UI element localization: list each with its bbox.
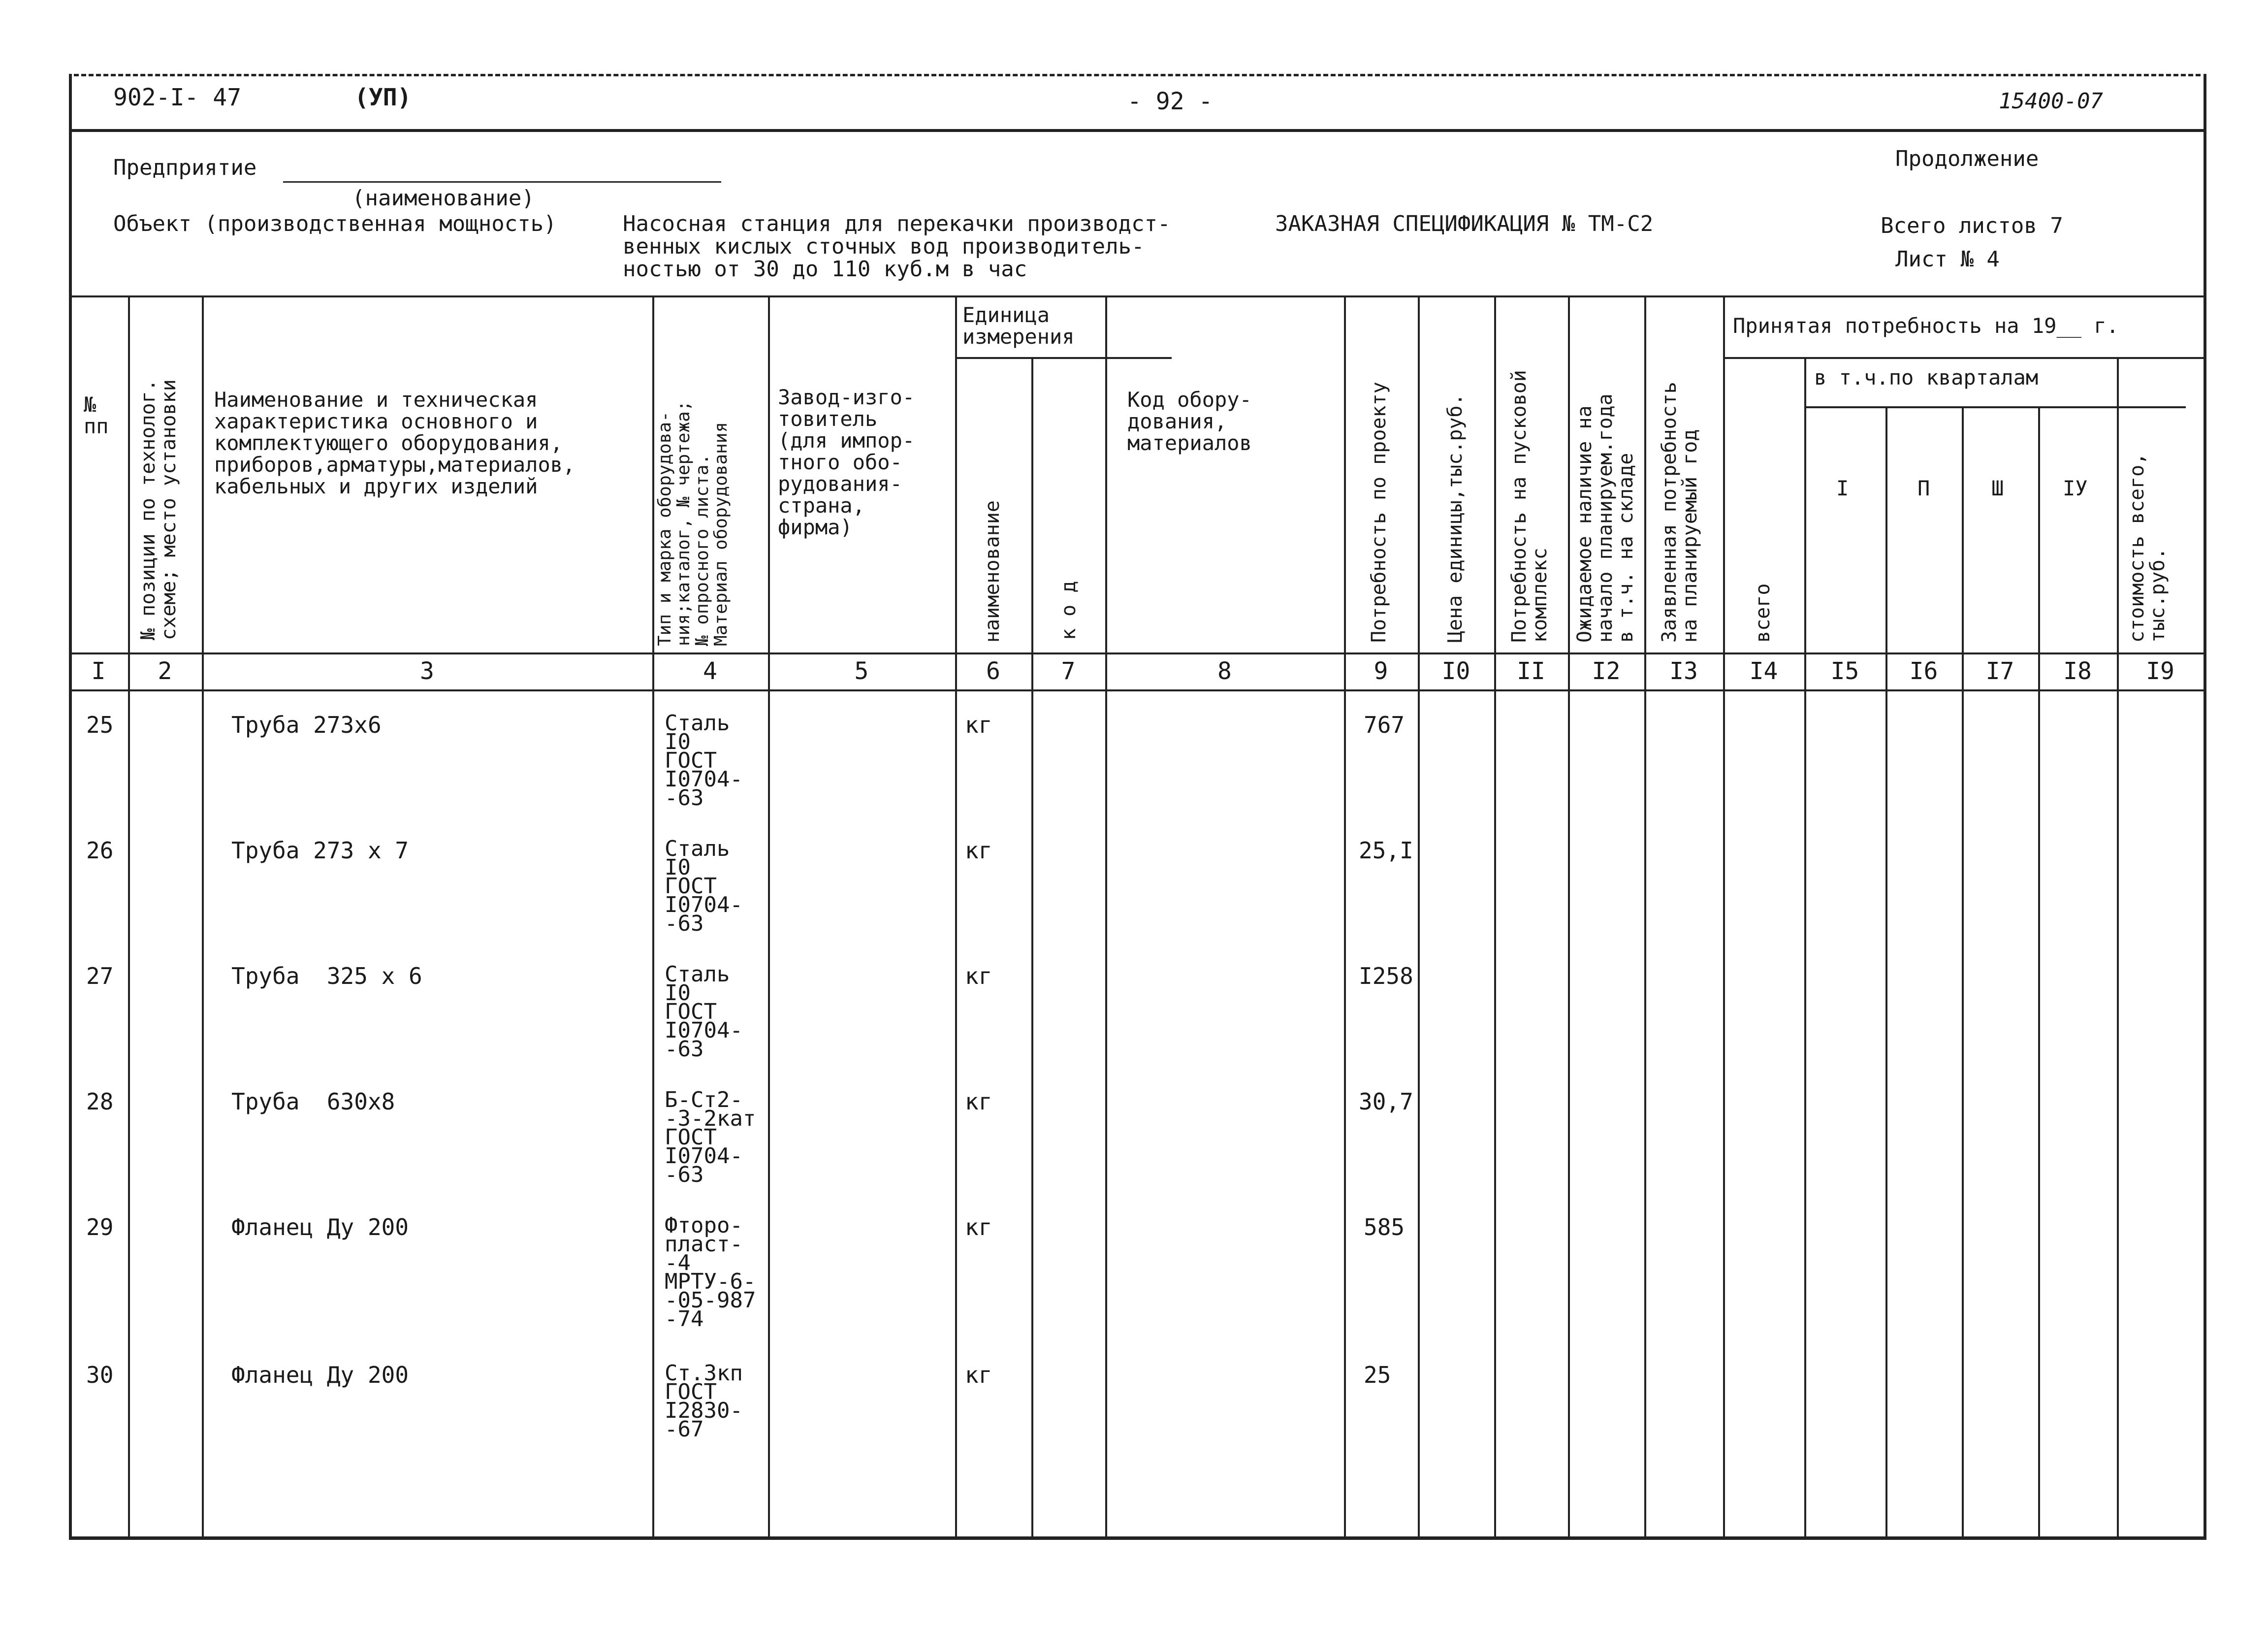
header-c11: Потребность на пусковой комплекс xyxy=(1508,370,1551,643)
colnum-bottom-line xyxy=(69,689,2204,691)
unit-group-line xyxy=(955,357,1172,359)
header-unit-group: Единица измерения xyxy=(962,303,1075,349)
item-type: Сталь I0 ГОСТ I0704- -63 xyxy=(665,711,743,811)
item-qty: 30,7 xyxy=(1359,1088,1413,1115)
doc-series: 902-I- 47 xyxy=(113,84,242,111)
item-type: Фторо- пласт- -4 МРТУ-6- -05-987 -74 xyxy=(665,1213,756,1332)
col-line xyxy=(1804,357,1806,1536)
item-unit: кг xyxy=(965,1362,992,1388)
doc-number: 15400-07 xyxy=(1999,89,2103,114)
header-quarters-group: в т.ч.по кварталам xyxy=(1814,365,2039,390)
col-line xyxy=(2117,357,2119,1536)
header-c4: Тип и марка оборудова- ния;каталог, № чертежа; № опросного листа. Материал оборудования xyxy=(655,400,731,646)
total-sheets: Всего листов 7 xyxy=(1881,213,2063,238)
col-line xyxy=(1962,406,1964,1536)
object-value: Насосная станция для перекачки производст- венных кислых сточных вод производитель- ностью от 30 до 110 куб.м в час xyxy=(623,211,1171,282)
header-c1: № пп xyxy=(84,392,109,438)
col-line xyxy=(955,295,957,1536)
row-number: 25 xyxy=(86,712,114,738)
quarters-group-line xyxy=(1804,406,2186,408)
item-name: Фланец Ду 200 xyxy=(231,1362,409,1388)
item-qty: 585 xyxy=(1364,1214,1405,1240)
item-unit: кг xyxy=(965,1088,992,1115)
item-type: Сталь I0 ГОСТ I0704- -63 xyxy=(665,962,743,1062)
header-c13: Заявленная потребность на планируемый год xyxy=(1658,382,1701,643)
colnum-3: 3 xyxy=(420,657,434,685)
item-type: Ст.3кп ГОСТ I2830- -67 xyxy=(665,1361,743,1442)
row-number: 29 xyxy=(86,1214,114,1240)
sheet-number: Лист № 4 xyxy=(1895,247,2000,272)
item-unit: кг xyxy=(965,712,992,738)
item-name: Фланец Ду 200 xyxy=(231,1214,409,1240)
header-c14: всего xyxy=(1752,583,1774,643)
spec-title: ЗАКАЗНАЯ СПЕЦИФИКАЦИЯ № ТМ-С2 xyxy=(1275,211,1654,236)
col-line xyxy=(1568,295,1570,1536)
accepted-group-line xyxy=(1723,357,2204,359)
colnum-4: 4 xyxy=(703,657,717,685)
item-name: Труба 325 х 6 xyxy=(231,963,422,989)
colnum-17: I7 xyxy=(1985,657,2014,685)
item-qty: 25 xyxy=(1364,1362,1391,1388)
header-c6: наименование xyxy=(981,500,1004,643)
colnum-10: I0 xyxy=(1441,657,1470,685)
colnum-6: 6 xyxy=(986,657,1000,685)
header-c7: к о д xyxy=(1057,581,1080,640)
col-line xyxy=(2038,406,2040,1536)
colnum-5: 5 xyxy=(854,657,869,685)
item-unit: кг xyxy=(965,837,992,864)
col-line xyxy=(652,295,654,1536)
header-c12: Ожидаемое наличие на начало планируем.года в т.ч. на складе xyxy=(1573,393,1637,643)
header-bottom-line xyxy=(69,652,2204,654)
header-c9: Потребность по проекту xyxy=(1368,382,1390,643)
page-number: - 92 - xyxy=(1127,88,1213,115)
item-name: Труба 273х6 xyxy=(231,712,382,738)
header-c17: Ш xyxy=(1991,476,2004,500)
colnum-15: I5 xyxy=(1830,657,1859,685)
header-c8: Код обору- дования, материалов xyxy=(1127,388,1252,455)
row-number: 28 xyxy=(86,1088,114,1115)
row-number: 30 xyxy=(86,1362,114,1388)
header-accepted-group: Принятая потребность на 19__ г. xyxy=(1733,314,2119,338)
header-c15: I xyxy=(1836,476,1849,500)
specification-table xyxy=(69,295,2204,1536)
header-divider xyxy=(69,129,2204,132)
colnum-2: 2 xyxy=(158,657,172,685)
colnum-8: 8 xyxy=(1217,657,1232,685)
col-line xyxy=(1494,295,1496,1536)
colnum-7: 7 xyxy=(1061,657,1076,685)
header-c5: Завод-изго- товитель (для импор- тного обо- рудования- страна, фирма) xyxy=(778,385,915,539)
header-c16: П xyxy=(1917,476,1930,500)
col-line xyxy=(1723,295,1725,1536)
colnum-19: I9 xyxy=(2146,657,2174,685)
colnum-12: I2 xyxy=(1592,657,1621,685)
colnum-1: I xyxy=(91,657,106,685)
item-unit: кг xyxy=(965,1214,992,1240)
col-line xyxy=(768,295,770,1536)
continuation-label: Продолжение xyxy=(1895,146,2039,171)
item-name: Труба 630х8 xyxy=(231,1088,395,1115)
item-qty: 25,I xyxy=(1359,837,1413,864)
header-c19: стоимость всего, тыс.руб. xyxy=(2126,453,2169,643)
item-qty: 767 xyxy=(1364,712,1405,738)
item-type: Сталь I0 ГОСТ I0704- -63 xyxy=(665,836,743,936)
col-line xyxy=(1418,295,1420,1536)
row-number: 27 xyxy=(86,963,114,989)
col-line xyxy=(202,295,204,1536)
colnum-16: I6 xyxy=(1909,657,1938,685)
colnum-18: I8 xyxy=(2063,657,2092,685)
col-line xyxy=(1344,295,1346,1536)
object-label: Объект (производственная мощность) xyxy=(113,211,557,236)
enterprise-label: Предприятие xyxy=(113,155,257,180)
header-c3: Наименование и техническая характеристика основного и комплектующего оборудования, приборов,арматуры,материалов, кабельных и других изделий xyxy=(214,388,575,498)
colnum-14: I4 xyxy=(1749,657,1778,685)
col-line xyxy=(1885,406,1887,1536)
table-top-line xyxy=(69,295,2204,297)
colnum-13: I3 xyxy=(1669,657,1698,685)
name-hint: (наименование) xyxy=(352,186,535,211)
enterprise-underline xyxy=(283,181,721,183)
item-unit: кг xyxy=(965,963,992,989)
col-line xyxy=(128,295,130,1536)
header-c10: Цена единицы,тыс.руб. xyxy=(1444,393,1467,643)
header-c18: IУ xyxy=(2063,476,2088,500)
item-name: Труба 273 х 7 xyxy=(231,837,409,864)
row-number: 26 xyxy=(86,837,114,864)
header-c2: № позиции по технолог. схеме; место установки xyxy=(137,379,180,640)
item-qty: I258 xyxy=(1359,963,1413,989)
col-line xyxy=(1644,295,1646,1536)
colnum-11: II xyxy=(1517,657,1545,685)
item-type: Б-Ст2- -3-2кат ГОСТ I0704- -63 xyxy=(665,1087,756,1187)
col-line xyxy=(1031,357,1033,1536)
colnum-9: 9 xyxy=(1374,657,1388,685)
col-line xyxy=(1105,295,1107,1536)
doc-code: (УП) xyxy=(354,84,412,111)
